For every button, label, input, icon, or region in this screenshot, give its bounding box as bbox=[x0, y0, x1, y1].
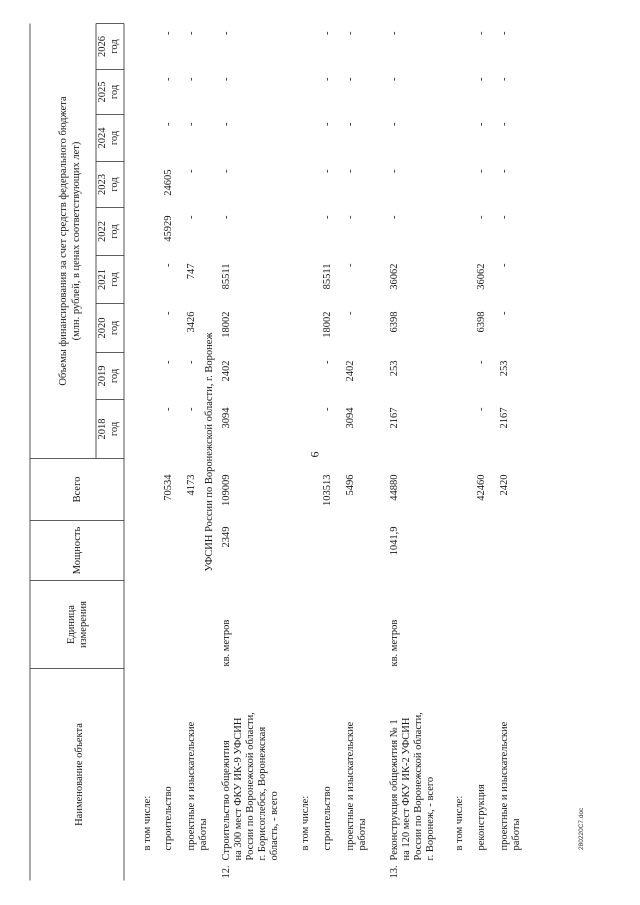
header-funding: Объемы финансирования за счет средств федерального бюджета bbox=[58, 95, 69, 386]
row-name: г. Воронеж, - всего bbox=[425, 776, 436, 860]
row-value-2018: - bbox=[186, 407, 197, 411]
row-value-2022: - bbox=[389, 215, 400, 219]
row-value-2019: 253 bbox=[389, 360, 400, 376]
row-value-2018: - bbox=[322, 407, 333, 411]
row-capacity: 1041,9 bbox=[389, 526, 400, 555]
row-name: Реконструкция общежития № 1 bbox=[389, 718, 400, 860]
row-value-2025: - bbox=[221, 77, 232, 81]
row-total: 103513 bbox=[322, 474, 333, 506]
row-value-2024: - bbox=[389, 122, 400, 126]
row-value-2018: - bbox=[476, 407, 487, 411]
row-name: России по Воронежской области, bbox=[245, 711, 256, 860]
header-year-unit-2020: год bbox=[109, 320, 120, 335]
row-value-2025: - bbox=[322, 77, 333, 81]
row-value-2026: - bbox=[345, 31, 356, 35]
row-value-2025: - bbox=[389, 77, 400, 81]
row-value-2019: - bbox=[322, 360, 333, 364]
row-name: работы bbox=[357, 817, 368, 850]
row-value-2020: 6398 bbox=[389, 311, 400, 332]
header-year-2020: 2020 bbox=[97, 317, 108, 338]
row-value-2025: - bbox=[499, 77, 510, 81]
row-value-2020: - bbox=[499, 311, 510, 315]
row-value-2019: 253 bbox=[499, 360, 510, 376]
header-year-2024: 2024 bbox=[97, 127, 108, 148]
header-year-2022: 2022 bbox=[97, 220, 108, 242]
row-value-2025: - bbox=[186, 77, 197, 81]
row-value-2022: - bbox=[345, 215, 356, 219]
row-value-2026: - bbox=[186, 31, 197, 35]
header-year-2021: 2021 bbox=[97, 268, 108, 290]
row-value-2022: - bbox=[221, 215, 232, 219]
header-year-unit-2023: год bbox=[109, 176, 120, 192]
row-name: на 300 мест ФКУ ИК-9 УФСИН bbox=[233, 717, 244, 860]
row-value-2018: 3094 bbox=[345, 407, 356, 428]
row-number: 12. bbox=[221, 864, 232, 878]
row-value-2022: 45929 bbox=[163, 215, 174, 242]
row-name: Строительство общежития bbox=[221, 739, 232, 860]
footer-code: 280220С7.doc bbox=[578, 807, 585, 850]
row-name: область, - всего bbox=[269, 790, 280, 860]
row-value-2021: - bbox=[163, 263, 174, 267]
row-value-2020: - bbox=[345, 311, 356, 315]
row-value-2021: 85511 bbox=[221, 263, 232, 289]
header-year-2026: 2026 bbox=[97, 35, 108, 57]
row-value-2026: - bbox=[221, 31, 232, 35]
row-value-2021: - bbox=[345, 263, 356, 267]
row-value-2025: - bbox=[163, 77, 174, 81]
row-value-2022: - bbox=[322, 215, 333, 219]
header-year-unit-2021: год bbox=[109, 271, 120, 287]
row-total: 42460 bbox=[476, 474, 487, 501]
header-name: Наименование объекта bbox=[74, 722, 85, 826]
row-value-2020: 18002 bbox=[221, 311, 232, 338]
row-value-2022: - bbox=[476, 215, 487, 219]
row-value-2026: - bbox=[499, 31, 510, 35]
row-value-2023: - bbox=[389, 169, 400, 173]
header-funding-line2: (млн. рублей, в ценах соответствующих лет) bbox=[71, 141, 82, 340]
row-total: 70534 bbox=[163, 474, 174, 501]
row-name: работы bbox=[511, 817, 522, 850]
row-value-2024: - bbox=[322, 122, 333, 126]
row-value-2024: - bbox=[221, 122, 232, 126]
row-name: строительство bbox=[322, 785, 333, 850]
row-value-2025: - bbox=[345, 77, 356, 81]
row-value-2018: 2167 bbox=[389, 407, 400, 428]
row-value-2023: - bbox=[499, 169, 510, 173]
row-value-2020: 18002 bbox=[322, 311, 333, 338]
row-name: работы bbox=[198, 817, 209, 850]
row-value-2021: 747 bbox=[186, 263, 197, 279]
row-value-2021: 85511 bbox=[322, 263, 333, 289]
row-value-2023: 24605 bbox=[163, 169, 174, 196]
header-year-unit-2022: год bbox=[109, 223, 120, 239]
row-total: 5496 bbox=[345, 474, 356, 495]
row-total: 4173 bbox=[186, 474, 197, 495]
row-value-2019: - bbox=[186, 360, 197, 364]
row-value-2021: - bbox=[499, 263, 510, 267]
header-total: Всего bbox=[72, 476, 83, 502]
row-value-2024: - bbox=[186, 122, 197, 126]
row-name: проектные и изыскательские bbox=[345, 721, 356, 850]
row-value-2023: - bbox=[345, 169, 356, 173]
row-value-2023: - bbox=[322, 169, 333, 173]
header-year-2025: 2025 bbox=[97, 81, 108, 102]
row-value-2018: 2167 bbox=[499, 407, 510, 428]
row-name: проектные и изыскательские bbox=[186, 721, 197, 850]
row-total: 44880 bbox=[389, 474, 400, 501]
row-value-2026: - bbox=[163, 31, 174, 35]
row-name: проектные и изыскательские bbox=[499, 721, 510, 850]
row-value-2023: - bbox=[476, 169, 487, 173]
row-total: 2420 bbox=[499, 474, 510, 495]
row-unit: кв. метров bbox=[221, 619, 232, 666]
section-title: УФСИН России по Воронежской области, г. Воронеж bbox=[204, 331, 215, 572]
row-value-2019: - bbox=[476, 360, 487, 364]
page-number: 6 bbox=[307, 451, 322, 458]
row-value-2020: - bbox=[163, 311, 174, 315]
row-value-2018: 3094 bbox=[221, 407, 232, 428]
row-value-2018: - bbox=[163, 407, 174, 411]
row-name: на 120 мест ФКУ ИК-2 УФСИН bbox=[401, 717, 412, 860]
row-name: реконструкция bbox=[476, 783, 487, 850]
row-value-2020: 3426 bbox=[186, 311, 197, 332]
row-name: г. Борисоглебск, Воронежская bbox=[257, 726, 268, 860]
row-value-2023: - bbox=[221, 169, 232, 173]
row-value-2021: 36062 bbox=[389, 263, 400, 290]
header-year-2018: 2018 bbox=[97, 418, 108, 439]
row-value-2026: - bbox=[322, 31, 333, 35]
header-year-2019: 2019 bbox=[97, 365, 108, 386]
row-value-2024: - bbox=[476, 122, 487, 126]
row-value-2019: 2402 bbox=[345, 360, 356, 381]
row-name: в том числе: bbox=[454, 795, 465, 850]
header-year-unit-2025: год bbox=[109, 84, 120, 99]
header-year-unit-2018: год bbox=[109, 421, 120, 436]
row-value-2024: - bbox=[163, 122, 174, 126]
header-year-2023: 2023 bbox=[97, 173, 108, 195]
header-unit-line2: измерения bbox=[78, 600, 89, 648]
row-unit: кв. метров bbox=[389, 619, 400, 666]
row-value-2023: - bbox=[186, 169, 197, 173]
row-name: в том числе: bbox=[300, 795, 311, 850]
row-name: в том числе: bbox=[142, 795, 153, 850]
row-number: 13. bbox=[389, 864, 400, 878]
row-capacity: 2349 bbox=[221, 526, 232, 547]
row-value-2020: 6398 bbox=[476, 311, 487, 332]
row-value-2019: - bbox=[163, 360, 174, 364]
row-value-2024: - bbox=[345, 122, 356, 126]
row-total: 109009 bbox=[221, 474, 232, 506]
header-year-unit-2026: год bbox=[109, 38, 120, 54]
header-capacity: Мощность bbox=[72, 526, 83, 574]
row-value-2021: 36062 bbox=[476, 263, 487, 290]
row-value-2024: - bbox=[499, 122, 510, 126]
header-year-unit-2019: год bbox=[109, 368, 120, 383]
row-value-2022: - bbox=[186, 215, 197, 219]
row-name: строительство bbox=[163, 785, 174, 850]
row-value-2026: - bbox=[476, 31, 487, 35]
row-value-2019: 2402 bbox=[221, 360, 232, 381]
row-value-2022: - bbox=[499, 215, 510, 219]
row-value-2026: - bbox=[389, 31, 400, 35]
header-year-unit-2024: год bbox=[109, 130, 120, 145]
header-unit: Единица bbox=[66, 604, 77, 644]
row-name: России по Воронежской области, bbox=[413, 711, 424, 860]
row-value-2025: - bbox=[476, 77, 487, 81]
